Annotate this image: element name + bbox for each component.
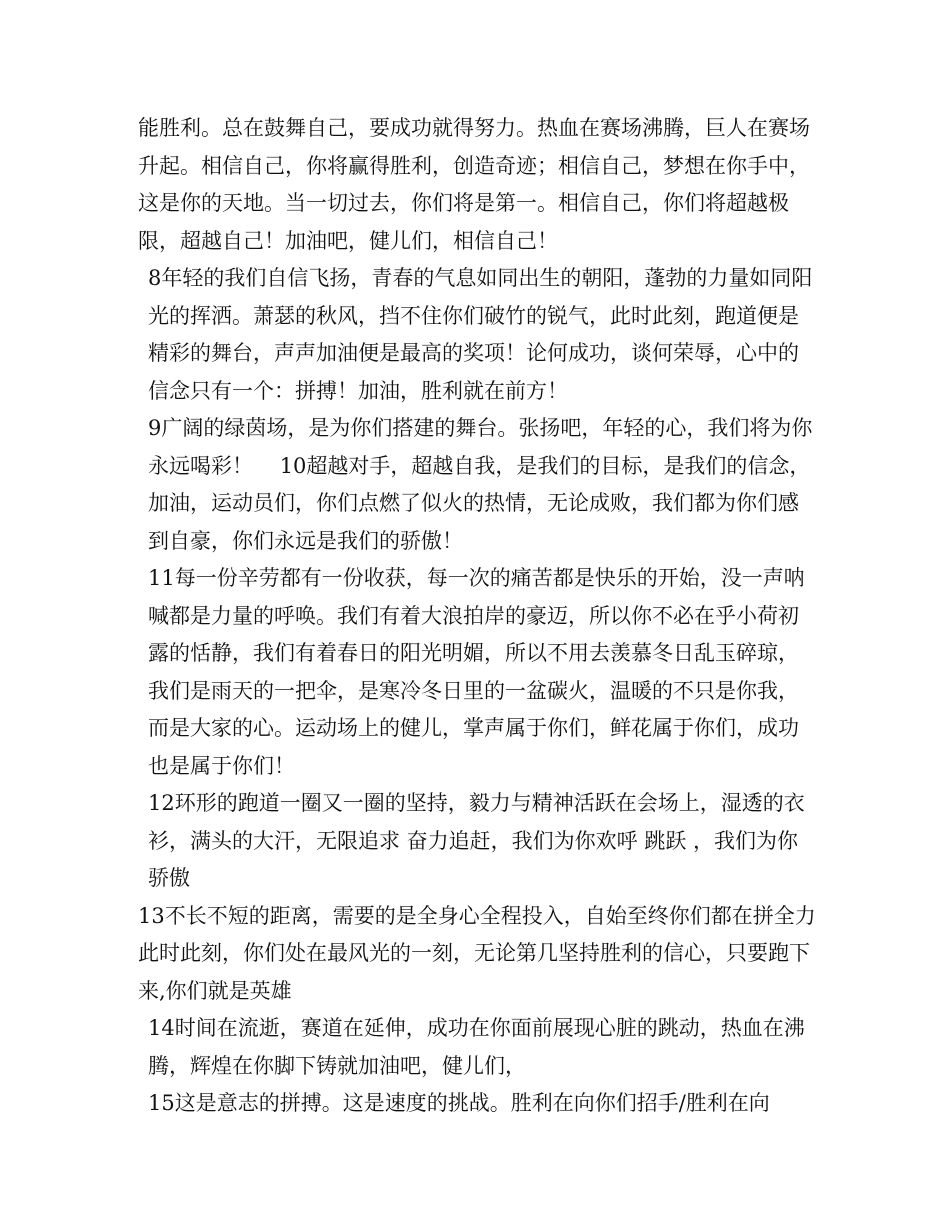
paragraph: 12环形的跑道一圈又一圈的坚持，毅力与精神活跃在会场上，湿透的衣衫，满头的大汗，无限追求 奋力追赶，我们为你欢呼 跳跃 ，我们为你骄傲 — [148, 791, 805, 890]
paragraph: 能胜利。总在鼓舞自己，要成功就得努力。热血在赛场沸腾，巨人在赛场升起。相信自己，你将赢得胜利，创造奇迹；相信自己，梦想在你手中，这是你的天地。当一切过去，你们将是第一。相信自己，你们将超越极限，超越自己！加油吧，健儿们，相信自己！ — [138, 116, 810, 253]
paragraph: 15这是意志的拼搏。这是速度的挑战。胜利在向你们招手/胜利在向 — [148, 1091, 770, 1115]
paragraph: 8年轻的我们自信飞扬，青春的气息如同出生的朝阳，蓬勃的力量如同阳光的挥洒。萧瑟的秋风，挡不住你们破竹的锐气，此时此刻，跑道便是精彩的舞台，声声加油便是最高的奖项！论何成功，谈何荣辱，心中的信念只有一个：拼搏！加油，胜利就在前方！ — [148, 266, 813, 403]
paragraph: 14时间在流逝，赛道在延伸，成功在你面前展现心脏的跳动，热血在沸腾，辉煌在你脚下铸就加油吧，健儿们， — [148, 1016, 805, 1078]
paragraph: 13不长不短的距离，需要的是全身心全程投入，自始至终你们都在拼全力此时此刻，你们处在最风光的一刻，无论第几坚持胜利的信心，只要跑下来,你们就是英雄 — [138, 903, 816, 1003]
paragraph: 9广阔的绿茵场，是为你们搭建的舞台。张扬吧，年轻的心，我们将为你永远喝彩！ 10超越对手，超越自我，是我们的目标，是我们的信念，加油，运动员们，你们点燃了似火的热情，无论成败，我们都为你们感到自豪，你们永远是我们的骄傲！ — [148, 416, 813, 553]
document-body — [138, 110, 818, 1123]
paragraph: 11每一份辛劳都有一份收获，每一次的痛苦都是快乐的开始，没一声呐喊都是力量的呼唤。我们有着大浪拍岸的豪迈，所以你不必在乎小荷初露的恬静，我们有着春日的阳光明媚，所以不用去羡慕冬日乱玉碎琼，我们是雨天的一把伞，是寒冷冬日里的一盆碳火，温暖的不只是你我，而是大家的心。运动场上的健儿，掌声属于你们，鲜花属于你们，成功也是属于你们！ — [148, 566, 805, 778]
